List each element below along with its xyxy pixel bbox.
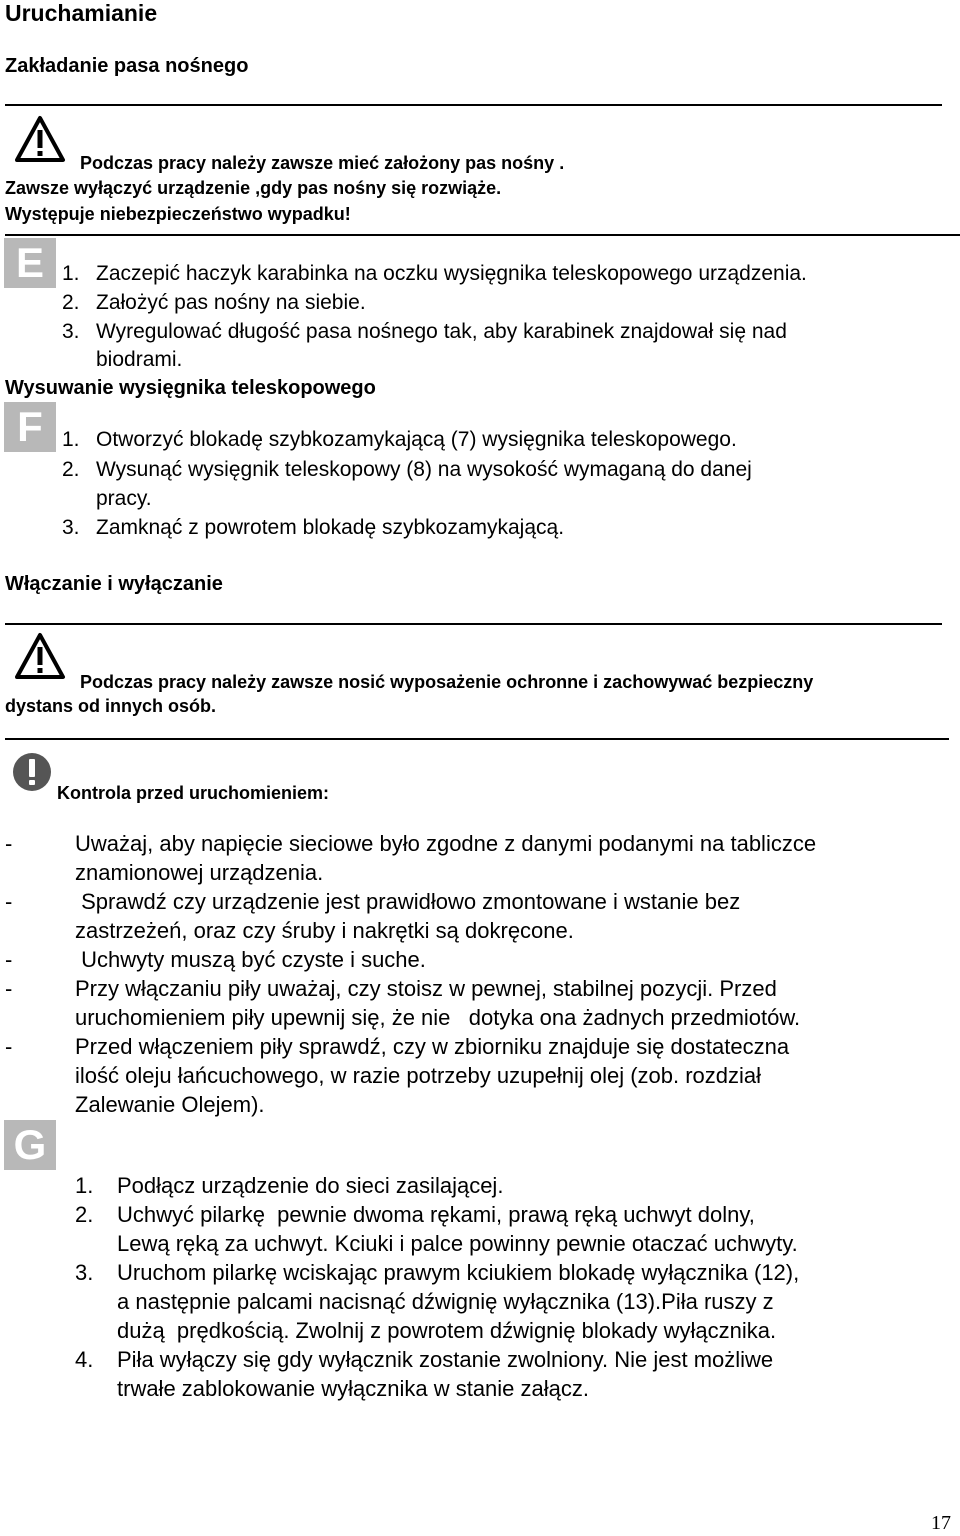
step-text: Lewą ręką za uchwyt. Kciuki i palce powinny pewnie otaczać uchwyty. bbox=[117, 1231, 798, 1256]
step-number: 2. bbox=[62, 291, 80, 314]
section-letter-f-icon: F bbox=[4, 402, 56, 452]
step-number: 2. bbox=[75, 1202, 94, 1227]
list-item: Sprawdź czy urządzenie jest prawidłowo zmontowane i wstanie bez bbox=[75, 889, 741, 914]
list-item: Przy włączaniu piły uważaj, czy stoisz w pewnej, stabilnej pozycji. Przed bbox=[75, 976, 777, 1001]
divider bbox=[5, 234, 960, 236]
warning-icon bbox=[14, 632, 66, 685]
warning-text-line: dystans od innych osób. bbox=[5, 696, 217, 716]
step-number: 1. bbox=[75, 1173, 94, 1198]
check-heading: Kontrola przed uruchomieniem: bbox=[57, 783, 330, 803]
list-item: ilość oleju łańcuchowego, w razie potrzeby uzupełnij olej (zob. rozdział bbox=[75, 1063, 762, 1088]
section-letter-g-icon: G bbox=[4, 1120, 56, 1170]
section-heading-telescope: Wysuwanie wysięgnika teleskopowego bbox=[5, 377, 376, 399]
step-text: Zaczepić haczyk karabinka na oczku wysięgnika teleskopowego urządzenia. bbox=[96, 262, 807, 285]
step-text: dużą prędkością. Zwolnij z powrotem dźwignię blokady wyłącznika. bbox=[117, 1318, 777, 1343]
step-text: pracy. bbox=[96, 487, 152, 510]
section-letter-e-icon: E bbox=[4, 238, 56, 288]
warning-text-line: Zawsze wyłączyć urządzenie ,gdy pas nośny się rozwiąże. bbox=[5, 178, 502, 198]
section-heading-onoff: Włączanie i wyłączanie bbox=[5, 573, 223, 595]
warning-text-line: Podczas pracy należy zawsze mieć założony pas nośny . bbox=[80, 153, 565, 173]
step-text: a następnie palcami nacisnąć dźwignię wyłącznika (13).Piła ruszy z bbox=[117, 1289, 774, 1314]
list-item: znamionowej urządzenia. bbox=[75, 860, 324, 885]
step-number: 1. bbox=[62, 262, 80, 285]
step-text: Uruchom pilarkę wciskając prawym kciukiem blokadę wyłącznika (12), bbox=[117, 1260, 800, 1285]
step-number: 4. bbox=[75, 1347, 94, 1372]
list-item: Uważaj, aby napięcie sieciowe było zgodne z danymi podanymi na tabliczce bbox=[75, 831, 817, 856]
divider bbox=[5, 104, 942, 106]
list-item: zastrzeżeń, oraz czy śruby i nakrętki są dokręcone. bbox=[75, 918, 574, 943]
step-text: Otworzyć blokadę szybkozamykającą (7) wysięgnika teleskopowego. bbox=[96, 428, 737, 451]
warning-text-line: Występuje niebezpieczeństwo wypadku! bbox=[5, 204, 351, 224]
step-text: Wysunąć wysięgnik teleskopowy (8) na wysokość wymaganą do danej bbox=[96, 458, 752, 481]
section-heading-harness: Zakładanie pasa nośnego bbox=[5, 55, 249, 77]
step-text: Wyregulować długość pasa nośnego tak, aby karabinek znajdował się nad bbox=[96, 320, 787, 343]
step-number: 2. bbox=[62, 458, 80, 481]
list-dash: - bbox=[5, 831, 13, 856]
step-text: Uchwyć pilarkę pewnie dwoma rękami, prawą ręką uchwyt dolny, bbox=[117, 1202, 755, 1227]
step-text: trwałe zablokowanie wyłącznika w stanie załącz. bbox=[117, 1376, 589, 1401]
divider bbox=[5, 623, 942, 625]
divider bbox=[5, 738, 949, 740]
list-item: Przed włączeniem piły sprawdź, czy w zbiorniku znajduje się dostateczna bbox=[75, 1034, 790, 1059]
warning-text-line: Podczas pracy należy zawsze nosić wyposażenie ochronne i zachowywać bezpieczny bbox=[80, 672, 814, 692]
list-dash: - bbox=[5, 1034, 13, 1059]
step-number: 1. bbox=[62, 428, 80, 451]
step-text: Piła wyłączy się gdy wyłącznik zostanie zwolniony. Nie jest możliwe bbox=[117, 1347, 774, 1372]
step-text: Zamknąć z powrotem blokadę szybkozamykającą. bbox=[96, 516, 565, 539]
step-text: biodrami. bbox=[96, 348, 183, 371]
page-number: 17 bbox=[931, 1512, 951, 1534]
exclamation-icon bbox=[12, 752, 52, 797]
page-title: Uruchamianie bbox=[5, 0, 158, 26]
warning-icon bbox=[14, 115, 66, 168]
list-item: uruchomieniem piły upewnij się, że nie dotyka ona żadnych przedmiotów. bbox=[75, 1005, 801, 1030]
list-dash: - bbox=[5, 947, 13, 972]
step-number: 3. bbox=[62, 516, 80, 539]
step-text: Podłącz urządzenie do sieci zasilającej. bbox=[117, 1173, 504, 1198]
list-item: Zalewanie Olejem). bbox=[75, 1092, 265, 1117]
list-dash: - bbox=[5, 889, 13, 914]
list-dash: - bbox=[5, 976, 13, 1001]
step-text: Założyć pas nośny na siebie. bbox=[96, 291, 366, 314]
step-number: 3. bbox=[62, 320, 80, 343]
step-number: 3. bbox=[75, 1260, 94, 1285]
list-item: Uchwyty muszą być czyste i suche. bbox=[75, 947, 426, 972]
